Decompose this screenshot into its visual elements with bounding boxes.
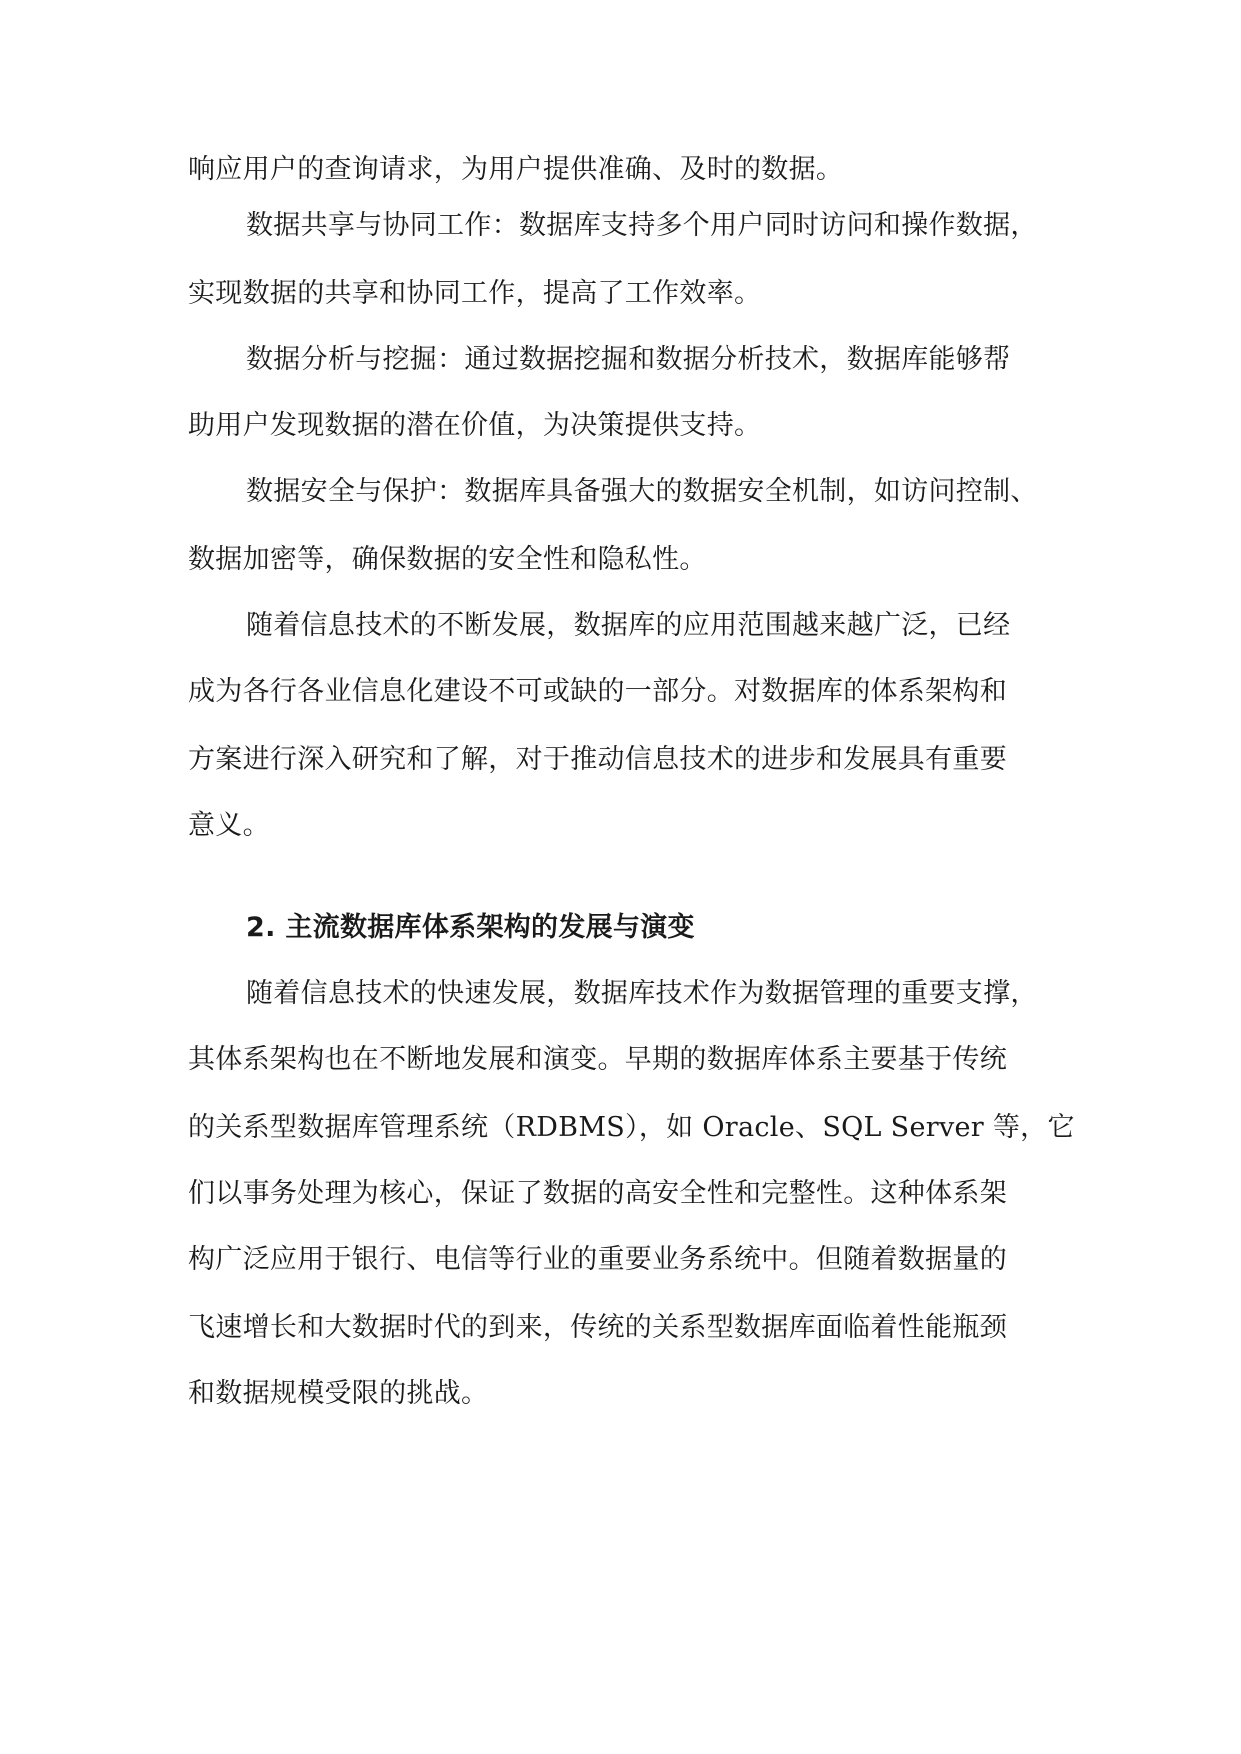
paragraph-line: 成为各行各业信息化建设不可或缺的一部分。对数据库的体系架构和 [188, 676, 1007, 707]
paragraph-line: 随着信息技术的快速发展，数据库技术作为数据管理的重要支撑， [246, 978, 1038, 1009]
paragraph-line: 随着信息技术的不断发展，数据库的应用范围越来越广泛，已经 [246, 610, 1011, 641]
paragraph-line: 意义。 [188, 810, 270, 841]
paragraph-line: 数据共享与协同工作：数据库支持多个用户同时访问和操作数据， [246, 210, 1038, 241]
paragraph-line: 助用户发现数据的潜在价值，为决策提供支持。 [188, 410, 762, 441]
paragraph-line: 构广泛应用于银行、电信等行业的重要业务系统中。但随着数据量的 [188, 1244, 1007, 1275]
paragraph-line: 实现数据的共享和协同工作，提高了工作效率。 [188, 278, 762, 309]
paragraph-line: 的关系型数据库管理系统（RDBMS），如 Oracle、SQL Server 等，它 [188, 1112, 1075, 1143]
paragraph-line: 和数据规模受限的挑战。 [188, 1378, 489, 1409]
paragraph-line: 数据安全与保护：数据库具备强大的数据安全机制，如访问控制、 [246, 476, 1038, 507]
paragraph-line: 方案进行深入研究和了解，对于推动信息技术的进步和发展具有重要 [188, 744, 1007, 775]
paragraph-line: 数据分析与挖掘：通过数据挖掘和数据分析技术，数据库能够帮 [246, 344, 1011, 375]
paragraph-line: 数据加密等，确保数据的安全性和隐私性。 [188, 544, 707, 575]
paragraph-line: 飞速增长和大数据时代的到来，传统的关系型数据库面临着性能瓶颈 [188, 1312, 1007, 1343]
section-heading: 2. 主流数据库体系架构的发展与演变 [246, 912, 695, 943]
paragraph-line: 们以事务处理为核心，保证了数据的高安全性和完整性。这种体系架 [188, 1178, 1007, 1209]
paragraph-line: 其体系架构也在不断地发展和演变。早期的数据库体系主要基于传统 [188, 1044, 1007, 1075]
paragraph-line: 响应用户的查询请求，为用户提供准确、及时的数据。 [188, 154, 844, 185]
